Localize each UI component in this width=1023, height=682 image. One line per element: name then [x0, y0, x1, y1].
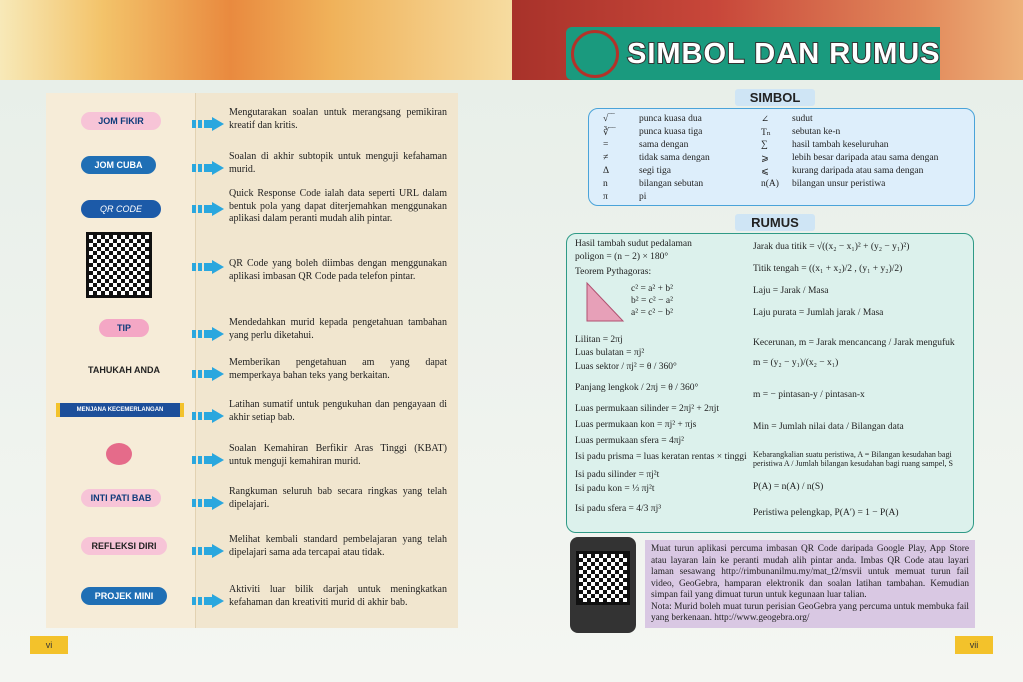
- formula-left: Isi padu prisma = luas keratan rentas × tinggi: [575, 452, 747, 462]
- symbol-meaning: pi: [639, 192, 647, 202]
- tahukah-anda-badge: TAHUKAH ANDA: [88, 365, 160, 375]
- qr-code-badge: QR CODE: [81, 200, 161, 218]
- formula-left: Lilitan = 2πj: [575, 335, 623, 345]
- formula-left: Hasil tambah sudut pedalaman: [575, 239, 692, 249]
- formula-right: Kebarangkalian suatu peristiwa, A = Bilangan kesudahan bagi peristiwa A / Jumlah bilangan kesudahan bagi ruang sampel, S: [753, 450, 953, 468]
- legend-desc: QR Code yang boleh diimbas dengan menggunakan aplikasi imbasan QR Code pada telefon pintar.: [229, 258, 447, 282]
- formula-right: Laju purata = Jumlah jarak / Masa: [753, 308, 884, 318]
- symbol-glyph: =: [603, 140, 609, 150]
- formula-right: Kecerunan, m = Jarak mencancang / Jarak mengufuk: [753, 338, 955, 348]
- formula-left: Isi padu sfera = 4/3 πj³: [575, 504, 662, 514]
- formula-left: Luas permukaan kon = πj² + πjs: [575, 420, 697, 430]
- page-title: SIMBOL DAN RUMUS: [627, 38, 941, 70]
- rumus-box: [566, 233, 974, 533]
- legend-row-refleksi-diri: [46, 534, 458, 574]
- symbol-glyph: ∑: [761, 140, 768, 150]
- arrow-icon: [192, 327, 224, 341]
- symbol-meaning: segi tiga: [639, 166, 671, 176]
- legend-desc: Mendedahkan murid kepada pengetahuan tambahan yang perlu diketahui.: [229, 317, 447, 341]
- legend-row-menjana: [46, 399, 458, 439]
- formula-left: c² = a² + b²: [631, 284, 673, 294]
- arrow-icon: [192, 409, 224, 423]
- symbol-glyph: π: [603, 192, 608, 202]
- formula-left: Isi padu kon = ⅓ πj²t: [575, 484, 655, 494]
- symbol-glyph: Δ: [603, 166, 610, 176]
- symbol-meaning: lebih besar daripada atau sama dengan: [792, 153, 939, 163]
- symbol-meaning: punca kuasa tiga: [639, 127, 703, 137]
- rumus-label: RUMUS: [735, 214, 815, 231]
- formula-left: poligon = (n − 2) × 180°: [575, 252, 669, 262]
- formula-left: Luas permukaan sfera = 4πj²: [575, 436, 685, 446]
- legend-row-qr-code: [46, 188, 458, 228]
- symbol-glyph: ⩾: [761, 154, 769, 164]
- arrow-icon: [192, 367, 224, 381]
- lightbulb-globe-icon: [571, 30, 619, 78]
- arrow-icon: [192, 594, 224, 608]
- brain-icon: [106, 443, 132, 465]
- symbol-meaning: sudut: [792, 114, 813, 124]
- download-info: [645, 540, 975, 628]
- legend-desc: Aktiviti luar bilik darjah untuk meningkatkan kefahaman dan kreativiti murid di akhir bab.: [229, 584, 447, 608]
- formula-right: Titik tengah = ((x₁ + x₂)/2 , (y₁ + y₂)/2): [753, 264, 903, 274]
- symbol-glyph: ∠: [761, 115, 769, 125]
- arrow-icon: [192, 260, 224, 274]
- symbol-glyph: ⩽: [761, 167, 769, 177]
- legend-desc: Mengutarakan soalan untuk merangsang pemikiran kreatif dan kritis.: [229, 107, 447, 131]
- legend-desc: Memberikan pengetahuan am yang dapat memperkaya bahan teks yang berkaitan.: [229, 357, 447, 381]
- formula-left: b² = c² − a²: [631, 296, 673, 306]
- legend-row-jom-cuba: [46, 151, 458, 191]
- symbol-meaning: bilangan sebutan: [639, 179, 704, 189]
- arrow-icon: [192, 202, 224, 216]
- simbol-box: [588, 108, 975, 206]
- page-number-right: vii: [955, 636, 993, 654]
- arrow-icon: [192, 496, 224, 510]
- arrow-icon: [192, 544, 224, 558]
- formula-right: Peristiwa pelengkap, P(A′) = 1 − P(A): [753, 508, 899, 518]
- formula-left: Luas sektor / πj² = θ / 360°: [575, 362, 677, 372]
- arrow-icon: [192, 453, 224, 467]
- symbol-meaning: tidak sama dengan: [639, 153, 710, 163]
- phone-qr: [566, 535, 644, 635]
- symbol-meaning: sebutan ke-n: [792, 127, 841, 137]
- formula-left: Luas bulatan = πj²: [575, 348, 645, 358]
- symbol-glyph: Tₙ: [761, 128, 771, 138]
- formula-left: Luas permukaan silinder = 2πj² + 2πjt: [575, 404, 719, 414]
- inti-pati-bab-badge: INTI PATI BAB: [81, 489, 161, 507]
- legend-desc: Melihat kembali standard pembelajaran yang telah dipelajari sama ada tercapai atau tidak.: [229, 534, 447, 558]
- legend-row-jom-fikir: [46, 107, 458, 147]
- legend-desc: Quick Response Code ialah data seperti URL dalam bentuk pola yang dapat diterjemahkan menggunakan aplikasi dalam peranti mudah alih pintar.: [229, 188, 447, 224]
- legend-row-kbat: [46, 443, 458, 483]
- formula-right: Laju = Jarak / Masa: [753, 286, 829, 296]
- symbol-meaning: kurang daripada atau sama dengan: [792, 166, 924, 176]
- formula-right: Min = Jumlah nilai data / Bilangan data: [753, 422, 904, 432]
- legend-row-projek-mini: [46, 584, 458, 624]
- symbol-glyph: n: [603, 179, 608, 189]
- jom-cuba-badge: JOM CUBA: [81, 156, 156, 174]
- formula-right: Jarak dua titik = √((x₂ − x₁)² + (y₂ − y₁)²): [753, 242, 910, 252]
- legend-row-tip: [46, 317, 458, 357]
- legend-desc: Soalan di akhir subtopik untuk menguji kefahaman murid.: [229, 151, 447, 175]
- info-text: Muat turun aplikasi percuma imbasan QR Code daripada Google Play, App Store atau layaran lain ke peranti mudah alih pintar anda. Imbas QR Code atau layari laman sesawang http://rimbunanilmu.my/mat_t2/msvii untuk memuat turun fail video, GeoGebra, hamparan elektronik dan soalan latihan tambahan. Kemudian simpan fail yang dimuat turun untuk kegunaan luar talian.: [651, 544, 969, 600]
- symbol-glyph: ∛‾‾: [603, 128, 616, 138]
- simbol-label: SIMBOL: [735, 89, 815, 106]
- formula-right: m = (y₂ − y₁)/(x₂ − x₁): [753, 358, 839, 368]
- projek-mini-badge: PROJEK MINI: [81, 587, 167, 605]
- formula-right: m = − pintasan-y / pintasan-x: [753, 390, 865, 400]
- left-header-banner: [0, 0, 512, 80]
- arrow-icon: [192, 161, 224, 175]
- formula-left: Teorem Pythagoras:: [575, 267, 652, 277]
- tip-badge: TIP: [99, 319, 149, 337]
- qr-code-icon: [576, 551, 630, 605]
- symbol-glyph: n(A): [761, 179, 779, 189]
- right-triangle-diagram: [579, 279, 629, 327]
- formula-left: Isi padu silinder = πj²t: [575, 470, 660, 480]
- symbol-glyph: √‾‾: [603, 114, 615, 124]
- legend-desc: Soalan Kemahiran Berfikir Aras Tinggi (KBAT) untuk menguji kemahiran murid.: [229, 443, 447, 467]
- note-text: Nota: Murid boleh muat turun perisian GeoGebra yang percuma untuk membuka fail yang berkenaan. http://www.geogebra.org/: [651, 601, 969, 623]
- symbol-glyph: ≠: [603, 153, 609, 163]
- legend-row-tahukah-anda: [46, 357, 458, 397]
- legend-desc: Latihan sumatif untuk pengukuhan dan pengayaan di akhir setiap bab.: [229, 399, 447, 423]
- page-number-left: vi: [30, 636, 68, 654]
- legend-row-inti-pati-bab: [46, 486, 458, 526]
- jom-fikir-badge: JOM FIKIR: [81, 112, 161, 130]
- formula-left: a² = c² − b²: [631, 308, 673, 318]
- symbol-meaning: punca kuasa dua: [639, 114, 702, 124]
- formula-right: P(A) = n(A) / n(S): [753, 482, 824, 492]
- legend-desc: Rangkuman seluruh bab secara ringkas yang telah dipelajari.: [229, 486, 447, 510]
- formula-left: Panjang lengkok / 2πj = θ / 360°: [575, 383, 699, 393]
- arrow-icon: [192, 117, 224, 131]
- refleksi-diri-badge: REFLEKSI DIRI: [81, 537, 167, 555]
- symbol-meaning: bilangan unsur peristiwa: [792, 179, 886, 189]
- symbol-meaning: hasil tambah keseluruhan: [792, 140, 889, 150]
- legend-row-qr-image: [46, 232, 458, 282]
- symbol-meaning: sama dengan: [639, 140, 689, 150]
- qr-code-icon: [86, 232, 152, 298]
- menjana-kecemerlangan-badge: MENJANA KECEMERLANGAN: [56, 403, 184, 417]
